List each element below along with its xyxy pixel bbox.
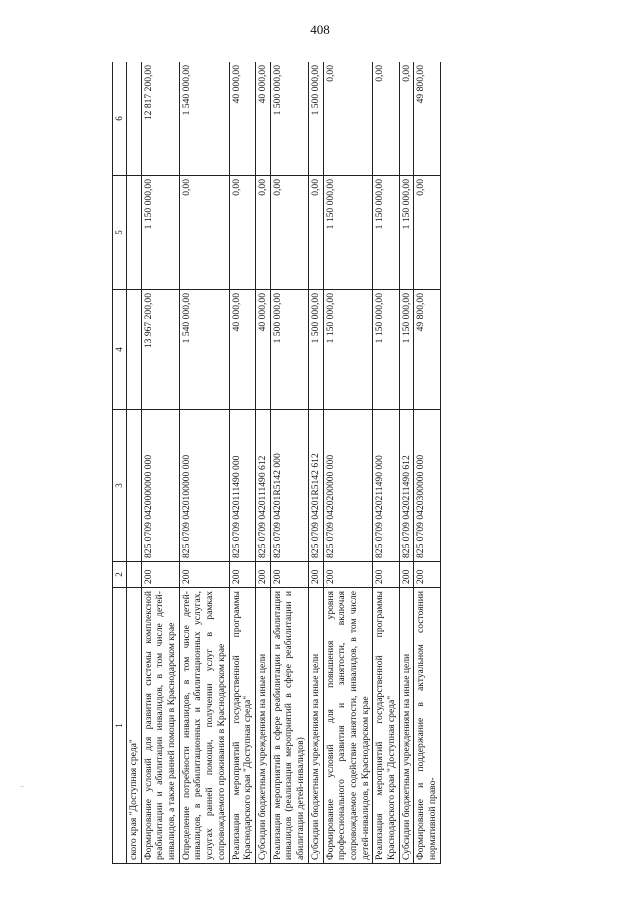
- row-value-4: 49 800,00: [414, 290, 440, 410]
- header-col-6: 6: [113, 62, 127, 176]
- row-name: Формирование условий для повышения уровня профессионального развития и занятости, включая сопровождаемое содействие занятости, инвалидов, в том числе детей-инвалидов, в Краснодарском крае: [323, 588, 373, 864]
- row-col2: 200: [323, 562, 373, 588]
- row-name: Субсидии бюджетным учреждениям на иные цели: [399, 588, 414, 864]
- table-row: [414, 62, 440, 864]
- table-row: [308, 62, 323, 864]
- page-number: 408: [310, 22, 330, 37]
- table-row: [141, 62, 179, 864]
- row-col2: 200: [414, 562, 440, 588]
- row-name: Формирование и поддержание в актуальном состоянии нормативной право-: [414, 588, 440, 864]
- row-value-5: 1 150 000,00: [399, 176, 414, 290]
- row-value-4: 1 150 000,00: [399, 290, 414, 410]
- row-code: 825 0709 0420200000 000: [323, 410, 373, 562]
- row-value-4: 1 540 000,00: [179, 290, 229, 410]
- row-value-5: 0,00: [270, 176, 308, 290]
- row-value-5: 1 150 000,00: [323, 176, 373, 290]
- row-name: Реализация мероприятий государственной программы Краснодарского края "Доступная среда": [229, 588, 255, 864]
- row-value-5: 0,00: [414, 176, 440, 290]
- row-col2: 200: [179, 562, 229, 588]
- table-row: [270, 62, 308, 864]
- row-col2: 200: [229, 562, 255, 588]
- row-value-6: 40 000,00: [256, 62, 271, 176]
- row-value-4: 1 150 000,00: [373, 290, 399, 410]
- header-col-1: 1: [113, 588, 127, 864]
- row-value-5: 1 150 000,00: [141, 176, 179, 290]
- row-name: Реализация мероприятий в сфере реабилитации и абилитации инвалидов (реализация мероприятий в сфере реабилитации и абилитации детей-инвалидов): [270, 588, 308, 864]
- row-code: 825 0709 04201R5142 000: [270, 410, 308, 562]
- row-name: Реализация мероприятий государственной программы Краснодарского края "Доступная среда": [373, 588, 399, 864]
- row-value-4: 13 967 200,00: [141, 290, 179, 410]
- row-col2: 200: [141, 562, 179, 588]
- continued-text: ского края "Доступная среда": [126, 588, 141, 864]
- table-frame: [112, 62, 612, 864]
- row-code: 825 0709 0420000000 000: [141, 410, 179, 562]
- row-value-6: 1 500 000,00: [270, 62, 308, 176]
- row-value-5: 1 150 000,00: [373, 176, 399, 290]
- row-name: Субсидии бюджетным учреждениям на иные цели: [256, 588, 271, 864]
- table-row: [399, 62, 414, 864]
- row-value-5: 0,00: [308, 176, 323, 290]
- row-code: 825 0709 0420111490 000: [229, 410, 255, 562]
- row-code: 825 0709 04201R5142 612: [308, 410, 323, 562]
- row-code: 825 0709 0420211490 612: [399, 410, 414, 562]
- row-col2: 200: [256, 562, 271, 588]
- row-value-5: 0,00: [229, 176, 255, 290]
- table-row: [229, 62, 255, 864]
- row-name: Формирование условий для развития системы комплексной реабилитации и абилитации инвалидов, в том числе детей-инвалидов, а также ранней помощи в Краснодарском крае: [141, 588, 179, 864]
- row-value-6: 40 000,00: [229, 62, 255, 176]
- header-col-4: 4: [113, 290, 127, 410]
- row-value-6: 0,00: [323, 62, 373, 176]
- row-name: Субсидии бюджетным учреждениям на иные цели: [308, 588, 323, 864]
- row-col2: 200: [270, 562, 308, 588]
- row-value-4: 1 150 000,00: [323, 290, 373, 410]
- header-col-5: 5: [113, 176, 127, 290]
- row-value-6: 0,00: [399, 62, 414, 176]
- table-row: [323, 62, 373, 864]
- table-row: [256, 62, 271, 864]
- table-row: [373, 62, 399, 864]
- table-row: [179, 62, 229, 864]
- row-code: 825 0709 0420111490 612: [256, 410, 271, 562]
- row-value-6: 1 540 000,00: [179, 62, 229, 176]
- row-value-4: 40 000,00: [256, 290, 271, 410]
- row-value-6: 49 800,00: [414, 62, 440, 176]
- header-col-2: 2: [113, 562, 127, 588]
- row-code: 825 0709 0420300000 000: [414, 410, 440, 562]
- row-col2: 200: [399, 562, 414, 588]
- row-value-4: 40 000,00: [229, 290, 255, 410]
- row-col2: 200: [373, 562, 399, 588]
- margin-mark: ..: [20, 780, 24, 789]
- continued-row: [126, 62, 141, 864]
- row-code: 825 0709 0420211490 000: [373, 410, 399, 562]
- table-header-row: [113, 62, 127, 864]
- row-value-6: 1 500 000,00: [308, 62, 323, 176]
- row-value-6: 0,00: [373, 62, 399, 176]
- row-value-5: 0,00: [256, 176, 271, 290]
- rotated-table-container: [112, 62, 612, 864]
- row-value-4: 1 500 000,00: [308, 290, 323, 410]
- header-col-3: 3: [113, 410, 127, 562]
- row-value-6: 12 817 200,00: [141, 62, 179, 176]
- row-col2: 200: [308, 562, 323, 588]
- row-value-4: 1 500 000,00: [270, 290, 308, 410]
- row-value-5: 0,00: [179, 176, 229, 290]
- row-name: Определение потребности инвалидов, в том числе детей-инвалидов, в реабилитационных и абилитационных услугах, услугах ранней помощи, получении услуг в рамках сопровождаемого проживания в Краснодарском крае: [179, 588, 229, 864]
- row-code: 825 0709 0420100000 000: [179, 410, 229, 562]
- budget-table: [112, 62, 441, 864]
